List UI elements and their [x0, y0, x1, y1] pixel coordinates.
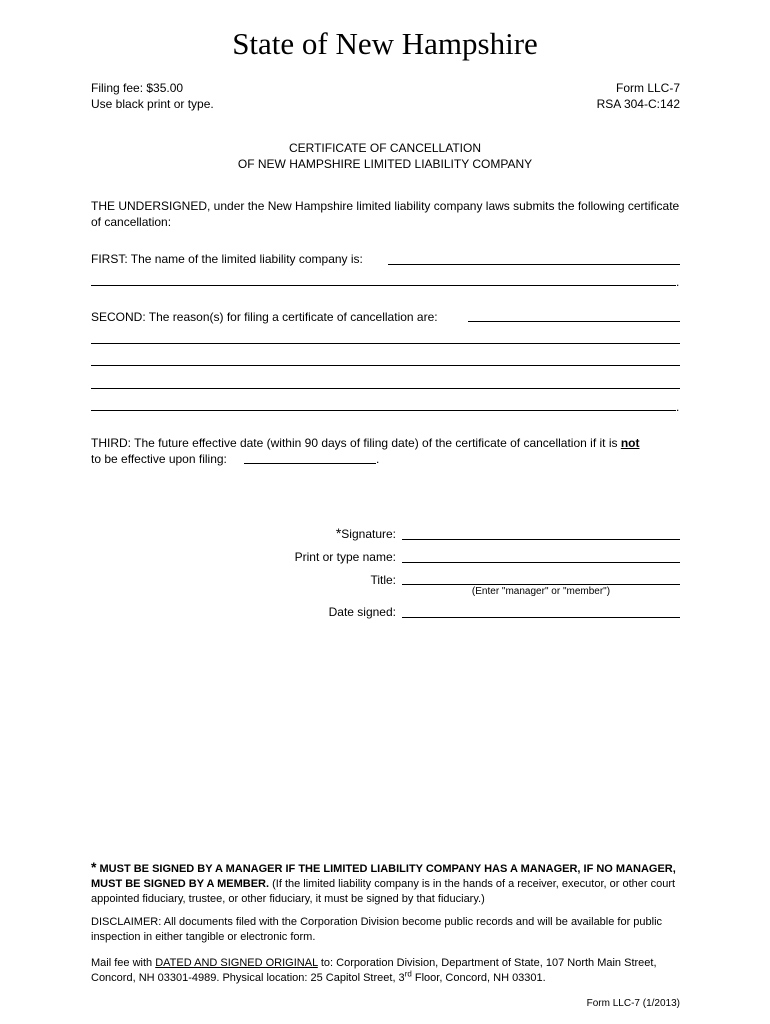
period-mark: .: [676, 275, 680, 289]
first-label: FIRST: The name of the limited liability company is:: [91, 252, 363, 266]
signature-label: Signature:: [341, 527, 396, 541]
footer-form-id: Form LLC-7 (1/2013): [586, 998, 680, 1009]
mail-instructions: [91, 956, 686, 986]
heading-line-2: OF NEW HAMPSHIRE LIMITED LIABILITY COMPANY: [237, 157, 533, 171]
mail-middle: to: Corporation Division, Department of State, 107 North Main Street, Concord, NH 03301-4989. Physical location: 25 Capitol Street, 3: [91, 957, 657, 984]
mail-sup: rd: [404, 969, 412, 979]
title-field[interactable]: [402, 584, 680, 585]
period-mark: .: [676, 400, 680, 414]
heading-line-1: CERTIFICATE OF CANCELLATION: [288, 141, 482, 155]
company-name-field-line-1[interactable]: [388, 264, 680, 265]
reason-field-line-1[interactable]: [468, 321, 680, 322]
footnote: [91, 860, 681, 907]
footnote-star: *: [91, 859, 97, 875]
signature-label-wrap: [206, 525, 396, 542]
company-name-field-line-2[interactable]: [91, 285, 676, 286]
print-name-field[interactable]: [402, 562, 680, 563]
third-emphasis: not: [620, 436, 640, 450]
reason-field-line-5[interactable]: [91, 410, 676, 411]
form-id: Form LLC-7: [615, 81, 680, 95]
footnote-bold: MUST BE SIGNED BY A MANAGER IF THE LIMITED LIABILITY COMPANY HAS A MANAGER, IF NO MANAGER, MUST BE SIGNED BY A MEMBER.: [91, 863, 676, 890]
mail-suffix: Floor, Concord, NH 03301.: [411, 972, 546, 984]
reason-field-line-4[interactable]: [91, 388, 680, 389]
date-signed-label: Date signed:: [328, 605, 396, 619]
title-hint: (Enter "manager" or "member"): [471, 586, 611, 597]
disclaimer: DISCLAIMER: All documents filed with the Corporation Division become public records and will be available for public inspection in either tangible or electronic form.: [91, 916, 663, 943]
filing-fee: Filing fee: $35.00: [91, 81, 184, 95]
intro-paragraph: THE UNDERSIGNED, under the New Hampshire limited liability company laws submits the following certificate of cancellation:: [91, 199, 680, 229]
footnote-normal: (If the limited liability company is in the hands of a receiver, executor, or other court appointed fiduciary, trustee, or other fiduciary, it must be signed by that fiduciary.): [91, 878, 676, 905]
print-instruction: Use black print or type.: [91, 97, 214, 111]
date-signed-field[interactable]: [402, 617, 680, 618]
reason-field-line-3[interactable]: [91, 365, 680, 366]
third-paragraph: [91, 435, 691, 451]
second-label: SECOND: The reason(s) for filing a certificate of cancellation are:: [91, 310, 438, 324]
third-text: THIRD: The future effective date (within 90 days of filing date) of the certificate of cancellation if it is: [91, 436, 621, 450]
period-mark: .: [376, 452, 380, 466]
mail-prefix: Mail fee with: [91, 957, 156, 969]
rsa-reference: RSA 304-C:142: [596, 97, 680, 111]
signature-field[interactable]: [402, 539, 680, 540]
effective-date-field[interactable]: [244, 463, 376, 464]
title-label: Title:: [370, 573, 396, 587]
third-text-after: to be effective upon filing:: [91, 452, 227, 466]
signature-star: *: [335, 525, 342, 541]
mail-underlined: DATED AND SIGNED ORIGINAL: [155, 957, 318, 969]
print-name-label: Print or type name:: [294, 550, 396, 564]
document-title: State of New Hampshire: [232, 26, 538, 61]
reason-field-line-2[interactable]: [91, 343, 680, 344]
